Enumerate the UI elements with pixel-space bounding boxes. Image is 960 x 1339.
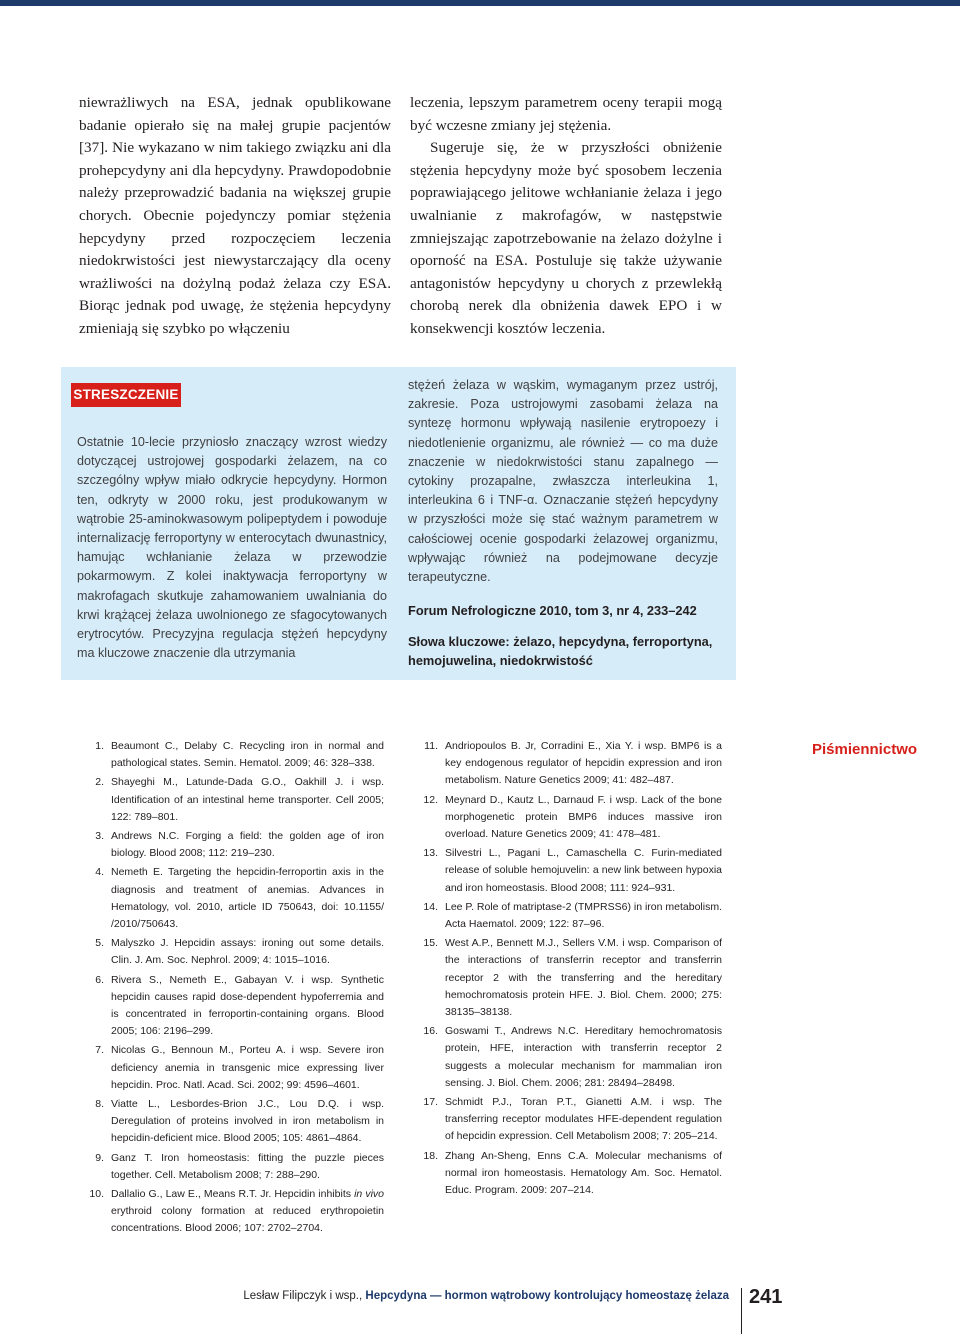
reference-text: Meynard D., Kautz L., Darnaud F. i wsp. Lack of the bone morphogenetic protein BMP6 induces massive iron overload. Nature Genetics 2009; 41: 478–481. — [445, 793, 722, 841]
reference-text: Beaumont C., Delaby C. Recycling iron in normal and pathological states. Semin. Hematol. 2009; 46: 328–338. — [111, 740, 384, 770]
keywords: Słowa kluczowe: żelazo, hepcydyna, ferroportyna, hemojuwelina, niedokrwistość — [408, 634, 713, 669]
body-paragraph: niewrażliwych na ESA, jednak opublikowane badanie opierało się na małej grupie pacjentów [37]. Nie wykazano w nim takiego związku ani dla prohepcydyny ani dla hepcydyny. Prawdopodobnie należy przeprowadzić badania na większej grupie chorych. Obecnie pojedynczy pomiar stężenia hepcydyny przed rozpoczęciem leczenia niedokrwistości jest niewystarczający dla oceny wrażliwości na dożylną podaż żelaza czy ESA. Biorąc jednak pod uwagę, że stężenia hepcydyny zmieniają się szybko po włączeniu — [79, 94, 391, 337]
reference-text: Goswami T., Andrews N.C. Hereditary hemochromatosis protein, HFE, interaction with transferrin receptor 2 suggests a molecular mechanism for mammalian iron sensing. J. Biol. Chem. 2006; 281: 28494–28498. — [445, 1025, 722, 1089]
reference-item — [418, 1023, 722, 1092]
body-column-right — [410, 92, 722, 341]
abstract-heading: STRESZCZENIE — [71, 383, 181, 407]
reference-number: 4. — [95, 866, 104, 879]
page-number-divider — [741, 1288, 742, 1334]
abstract-column-right — [408, 376, 718, 670]
reference-number: 16. — [423, 1025, 438, 1038]
reference-text: Viatte L., Lesbordes-Brion J.C., Lou D.Q. i wsp. Deregulation of proteins involved in iron metabolism in hepcidin-deficient mice. Blood 2005; 105: 4861–4864. — [111, 1098, 384, 1145]
reference-item — [418, 738, 722, 790]
body-column-left — [79, 92, 391, 341]
reference-text: Schmidt P.J., Toran P.T., Gianetti A.M. i wsp. The transferring receptor modulates HFE-dependent regulation of hepcidin expression. Cell Metabolism 2008; 7: 205–214. — [445, 1096, 722, 1143]
references-title: Piśmiennictwo — [812, 741, 918, 758]
reference-item — [418, 1094, 722, 1146]
reference-text: Rivera S., Nemeth E., Gabayan V. i wsp. Synthetic hepcidin causes rapid dose-dependent hypoferremia and is concentrated in ferroportin-containing organs. Blood 2005; 106: 2196–299. — [111, 973, 384, 1038]
reference-number: 6. — [95, 973, 104, 986]
reference-text: Zhang An-Sheng, Enns C.A. Molecular mechanisms of normal iron homeostasis. Hematology Am. Soc. Hematol. Educ. Program. 2009: 207–214. — [445, 1149, 722, 1197]
abstract-column-left — [77, 433, 387, 663]
reference-number: 2. — [95, 776, 104, 789]
reference-number: 9. — [95, 1151, 104, 1164]
reference-number: 7. — [95, 1044, 104, 1057]
header-bar — [0, 0, 960, 6]
reference-text: Silvestri L., Pagani L., Camaschella C. Furin-mediated release of soluble hemojuvelin: a new link between hypoxia and iron homeostasis. Blood 2008; 111: 924–931. — [445, 847, 722, 894]
page-number: 241 — [749, 1286, 783, 1308]
reference-text: Lee P. Role of matriptase-2 (TMPRSS6) in iron metabolism. Acta Haematol. 2009; 122: 87–96. — [445, 900, 722, 931]
reference-item — [418, 792, 722, 844]
reference-number: 15. — [423, 937, 438, 950]
reference-item — [418, 899, 722, 933]
reference-text: Shayeghi M., Latunde-Dada G.O., Oakhill J. i wsp. Identification of an intestinal heme transporter. Cell 2005; 122: 789–801. — [111, 776, 384, 823]
abstract-text: Ostatnie 10-lecie przyniosło znaczący wzrost wiedzy dotyczącej ustrojowej gospodarki żelazem, na co szczególny wpływ miało odkrycie hepcydyny. Hormon ten, odkryty w 2000 roku, jest produkowanym w wątrobie 25-aminokwasowym polipeptydem i powoduje internalizację ferroportyny w enterocytach dwunastnicy, hamując wchłanianie żelaza w przewodzie pokarmowym. Z kolei inaktywacja ferroportyny w makrofagach skutkuje zahamowaniem uwalniania do krwi krążącej żelaza uwolnionego ze sfagocytowanych erytrocytów. Precyzyjna regulacja stężeń hepcydyny ma kluczowe znaczenie dla utrzymania — [77, 435, 387, 661]
reference-item — [84, 1042, 384, 1094]
reference-item — [84, 935, 384, 969]
reference-item — [84, 738, 384, 772]
reference-item — [84, 864, 384, 933]
reference-item — [418, 935, 722, 1021]
reference-text: Nicolas G., Bennoun M., Porteu A. i wsp. Severe iron deficiency anemia in transgenic mice expressing liver hepcidin. Proc. Natl. Acad. Sci. 2002; 99: 4596–4601. — [111, 1044, 384, 1091]
reference-item — [84, 972, 384, 1041]
abstract-box — [61, 367, 736, 680]
abstract-text: stężeń żelaza w wąskim, wymaganym przez ustrój, zakresie. Poza ustrojowymi zasobami żelaza na syntezę hormonu wpływają nasilenie erytropoezy i niedotlenienie organizmu, ale również — co ma duże znaczenie w niedokrwistości stanu zapalnego — cytokiny prozapalne, zwłaszcza interleukina 1, interleukina 6 i TNF-α. Oznaczanie stężeń hepcydyny w przyszłości może się stać ważnym parametrem w całościowej ocenie gospodarki żelazowej organizmu, wpływając również na podejmowane decyzje terapeutyczne. — [408, 378, 718, 585]
reference-number: 11. — [424, 740, 438, 752]
references-list-right — [418, 738, 722, 1201]
reference-item — [418, 1148, 722, 1200]
reference-number: 12. — [423, 793, 438, 806]
reference-text: Andrews N.C. Forging a field: the golden age of iron biology. Blood 2008; 112: 219–230. — [111, 830, 384, 860]
reference-number: 10. — [89, 1188, 104, 1201]
reference-text: Dallalio G., Law E., Means R.T. Jr. Hepcidin inhibits in vivo erythroid colony formation at reduced erythropoietin concentrations. Blood 2006; 107: 2702–2704. — [111, 1188, 384, 1235]
journal-citation: Forum Nefrologiczne 2010, tom 3, nr 4, 233–242 — [408, 603, 697, 619]
running-footer — [0, 1290, 729, 1302]
reference-number: 3. — [95, 830, 104, 843]
references-list-left — [84, 738, 384, 1240]
reference-number: 1. — [95, 740, 104, 752]
body-paragraph: Sugeruje się, że w przyszłości obniżenie stężenia hepcydyny może być sposobem leczenia poprawiającego jelitowe wchłanianie żelaza i jego uwalnianie z makrofagów, w następstwie zmniejszając zapotrzebowanie na żelazo dożylne i oporność na ESA. Postuluje się także używanie antagonistów hepcydyny u chorych z przewlekłą chorobą nerek dla obniżenia dawek EPO i w konsekwencji kosztów leczenia. — [410, 139, 722, 337]
body-paragraph: leczenia, lepszym parametrem oceny terapii mogą być wczesne zmiany jej stężenia. — [410, 94, 722, 134]
reference-number: 14. — [423, 900, 438, 913]
reference-item — [84, 1186, 384, 1238]
reference-text: West A.P., Bennett M.J., Sellers V.M. i wsp. Comparison of the interactions of transferrin receptor and transferrin receptor 2 with the transferring and the hereditary hemochromatosis protein HFE. J. Biol. Chem. 2000; 275: 38135–38138. — [445, 937, 722, 1019]
reference-item — [84, 828, 384, 862]
reference-number: 5. — [95, 937, 104, 950]
reference-number: 17. — [423, 1096, 438, 1109]
reference-text: Ganz T. Iron homeostasis: fitting the puzzle pieces together. Cell. Metabolism 2008; 7: 288–290. — [111, 1151, 384, 1181]
reference-number: 18. — [423, 1149, 438, 1162]
footer-article-title: Hepcydyna — hormon wątrobowy kontrolujący homeostazę żelaza — [365, 1290, 729, 1302]
reference-item — [84, 774, 384, 826]
reference-item — [84, 1150, 384, 1184]
reference-text: Andriopoulos B. Jr, Corradini E., Xia Y. i wsp. BMP6 is a key endogenous regulator of hepcidin expression and iron metabolism. Nature Genetics 2009; 41: 482–487. — [445, 740, 722, 787]
reference-item — [84, 1096, 384, 1148]
reference-number: 8. — [95, 1098, 104, 1111]
reference-text: Nemeth E. Targeting the hepcidin-ferroportin axis in the diagnosis and treatment of anemias. Advances in Hematology, vol. 2010, article ID 750643, doi: 10.1155/ /2010/750643. — [111, 866, 384, 931]
reference-text: Malyszko J. Hepcidin assays: ironing out some details. Clin. J. Am. Soc. Nephrol. 2009; 4: 1015–1016. — [111, 937, 384, 967]
reference-item — [418, 845, 722, 897]
reference-number: 13. — [423, 847, 438, 860]
footer-authors: Lesław Filipczyk i wsp., — [243, 1290, 363, 1302]
